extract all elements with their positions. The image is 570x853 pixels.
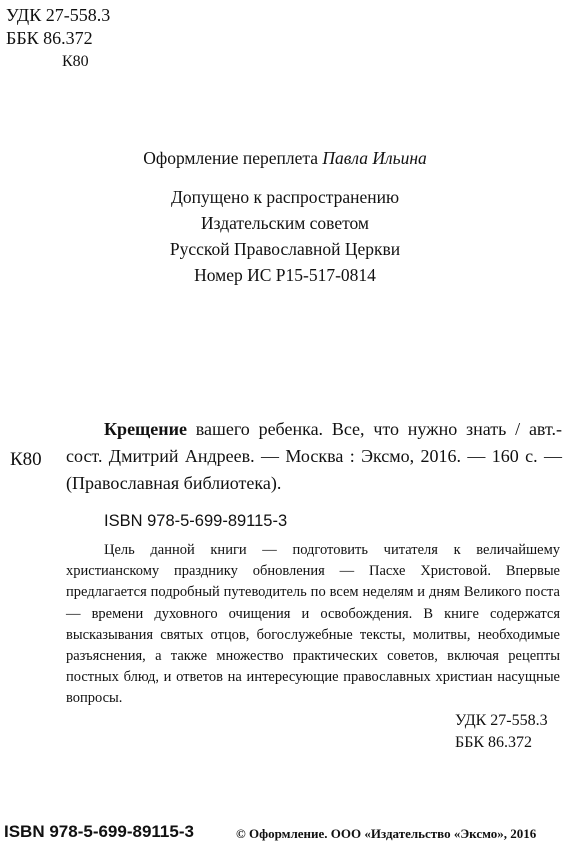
footer-isbn: ISBN 978-5-699-89115-3: [4, 822, 194, 841]
approval-number: Номер ИС Р15-517-0814: [194, 265, 376, 285]
udk-code-bottom: УДК 27-558.3: [455, 712, 548, 729]
bibliographic-description: вашего ребенка. Все, что нужно знать / авт.-сост. Дмитрий Андреев. — Москва : Эксмо, 2016. — 160 с. — (Православная библиотека).: [66, 419, 562, 493]
annotation-paragraph: Цель данной книги — подготовить читателя к величайшему христианскому празднику обновления — Пасхе Христовой. Впервые предлагается подробный путеводитель по всем неделям и дням Великого поста — времени духовного очищения и освобождения. В книге содержатся высказывания святых отцов, богослужебные тексты, молитвы, необходимые разъяснения, а также множество практических советов, включая рецепты постных блюд, и ответов на интересующие православных христиан насущные вопросы.: [66, 542, 560, 707]
approval-line: Русской Православной Церкви: [169, 239, 401, 259]
author-mark: К80: [62, 53, 89, 70]
isbn-inline: ISBN 978-5-699-89115-3: [104, 512, 288, 530]
udk-code: УДК 27-558.3: [6, 5, 111, 25]
bbk-code: ББК 86.372: [6, 28, 93, 48]
book-title-word: Крещение: [104, 419, 187, 439]
cover-designer-name: Павла Ильина: [322, 148, 427, 168]
footer-copyright: © Оформление. ООО «Издательство «Эксмо», 2016: [236, 826, 537, 841]
approval-line: Допущено к распространению: [170, 187, 400, 207]
cover-design-credit: [0, 148, 570, 169]
bibliographic-record: [66, 416, 562, 497]
bbk-code-bottom: ББК 86.372: [455, 734, 533, 751]
approval-line: Издательским советом: [200, 213, 370, 233]
bibliographic-side-mark: К80: [10, 449, 42, 470]
header-classification-codes: [6, 4, 110, 73]
church-approval-block: [0, 184, 570, 288]
bottom-classification-codes: [455, 710, 548, 754]
cover-design-prefix: Оформление переплета: [143, 148, 319, 168]
